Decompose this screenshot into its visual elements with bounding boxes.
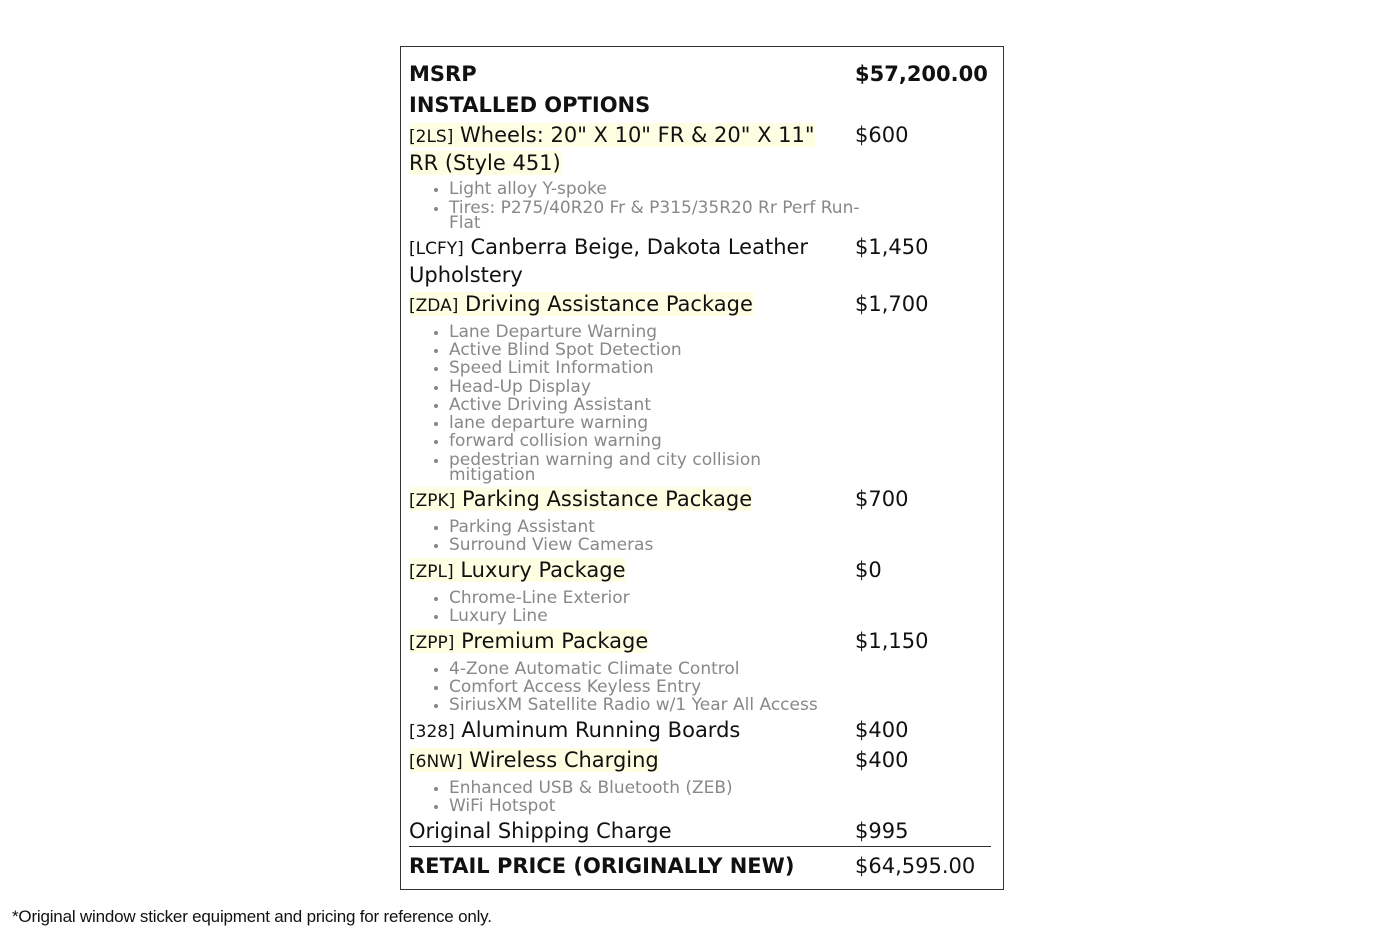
option-features-zda bbox=[429, 322, 879, 486]
option-price: $1,150 bbox=[855, 629, 929, 653]
shipping-label: Original Shipping Charge bbox=[409, 819, 672, 843]
option-name bbox=[409, 717, 845, 745]
retail-price-value: $64,595.00 bbox=[855, 854, 976, 878]
option-name bbox=[409, 486, 845, 514]
feature-item: • Speed Limit Information bbox=[449, 359, 879, 377]
feature-item: • Chrome-Line Exterior bbox=[449, 589, 879, 607]
feature-item: • lane departure warning bbox=[449, 414, 879, 432]
option-price: $700 bbox=[855, 487, 909, 511]
msrp-value: $57,200.00 bbox=[855, 62, 988, 86]
option-features-2ls bbox=[429, 179, 879, 234]
option-title: Premium Package bbox=[461, 629, 649, 653]
option-price: $0 bbox=[855, 558, 882, 582]
feature-item: • pedestrian warning and city collision mitigation bbox=[449, 450, 789, 483]
feature-item: • Active Driving Assistant bbox=[449, 396, 879, 414]
option-name bbox=[409, 557, 845, 585]
feature-item: • Comfort Access Keyless Entry bbox=[449, 678, 879, 696]
reference-footnote: *Original window sticker equipment and pricing for reference only. bbox=[12, 907, 492, 926]
feature-item: • Lane Departure Warning bbox=[449, 323, 879, 341]
option-code: [6NW] bbox=[409, 752, 463, 772]
option-name bbox=[409, 747, 845, 775]
option-code: [ZDA] bbox=[409, 296, 459, 316]
option-title: Luxury Package bbox=[460, 558, 626, 582]
option-title: Parking Assistance Package bbox=[462, 487, 753, 511]
feature-item: • Active Blind Spot Detection bbox=[449, 341, 879, 359]
total-divider bbox=[409, 846, 991, 847]
feature-item: • Enhanced USB & Bluetooth (ZEB) bbox=[449, 779, 879, 797]
option-price: $400 bbox=[855, 748, 909, 772]
option-name bbox=[409, 291, 845, 319]
option-name bbox=[409, 628, 845, 656]
option-code: [2LS] bbox=[409, 127, 454, 147]
option-code: [ZPL] bbox=[409, 562, 454, 582]
option-name bbox=[409, 234, 845, 288]
option-name bbox=[409, 122, 845, 176]
shipping-value: $995 bbox=[855, 819, 909, 843]
window-sticker bbox=[400, 46, 1004, 890]
option-title: Driving Assistance Package bbox=[465, 292, 753, 316]
option-price: $600 bbox=[855, 123, 909, 147]
option-title: Canberra Beige, Dakota Leather Upholstery bbox=[409, 235, 809, 287]
feature-item: • Luxury Line bbox=[449, 607, 879, 625]
option-code: [ZPK] bbox=[409, 491, 456, 511]
option-price: $1,450 bbox=[855, 235, 929, 259]
feature-item: • Parking Assistant bbox=[449, 518, 879, 536]
feature-item: • SiriusXM Satellite Radio w/1 Year All Access bbox=[449, 696, 879, 714]
installed-options-heading: INSTALLED OPTIONS bbox=[409, 93, 651, 117]
feature-item: • 4-Zone Automatic Climate Control bbox=[449, 660, 879, 678]
option-price: $1,700 bbox=[855, 292, 929, 316]
option-code: [328] bbox=[409, 722, 455, 742]
option-features-zpk bbox=[429, 518, 879, 554]
retail-price-label: RETAIL PRICE (ORIGINALLY NEW) bbox=[409, 854, 795, 878]
feature-item: • Head-Up Display bbox=[449, 378, 879, 396]
option-price: $400 bbox=[855, 718, 909, 742]
feature-item: • Surround View Cameras bbox=[449, 536, 879, 554]
option-title: Wireless Charging bbox=[469, 748, 659, 772]
feature-item: • Tires: P275/40R20 Fr & P315/35R20 Rr Perf Run-Flat bbox=[449, 198, 879, 231]
msrp-label: MSRP bbox=[409, 62, 477, 86]
option-code: [LCFY] bbox=[409, 239, 464, 259]
option-title: Aluminum Running Boards bbox=[461, 718, 741, 742]
option-title: Wheels: 20" X 10" FR & 20" X 11" RR (Style 451) bbox=[409, 123, 815, 175]
option-code: [ZPP] bbox=[409, 633, 455, 653]
feature-item: • forward collision warning bbox=[449, 432, 879, 450]
option-features-6nw bbox=[429, 779, 879, 815]
option-features-zpp bbox=[429, 660, 879, 715]
feature-item: • Light alloy Y-spoke bbox=[449, 180, 879, 198]
option-features-zpl bbox=[429, 589, 879, 625]
feature-item: • WiFi Hotspot bbox=[449, 797, 879, 815]
